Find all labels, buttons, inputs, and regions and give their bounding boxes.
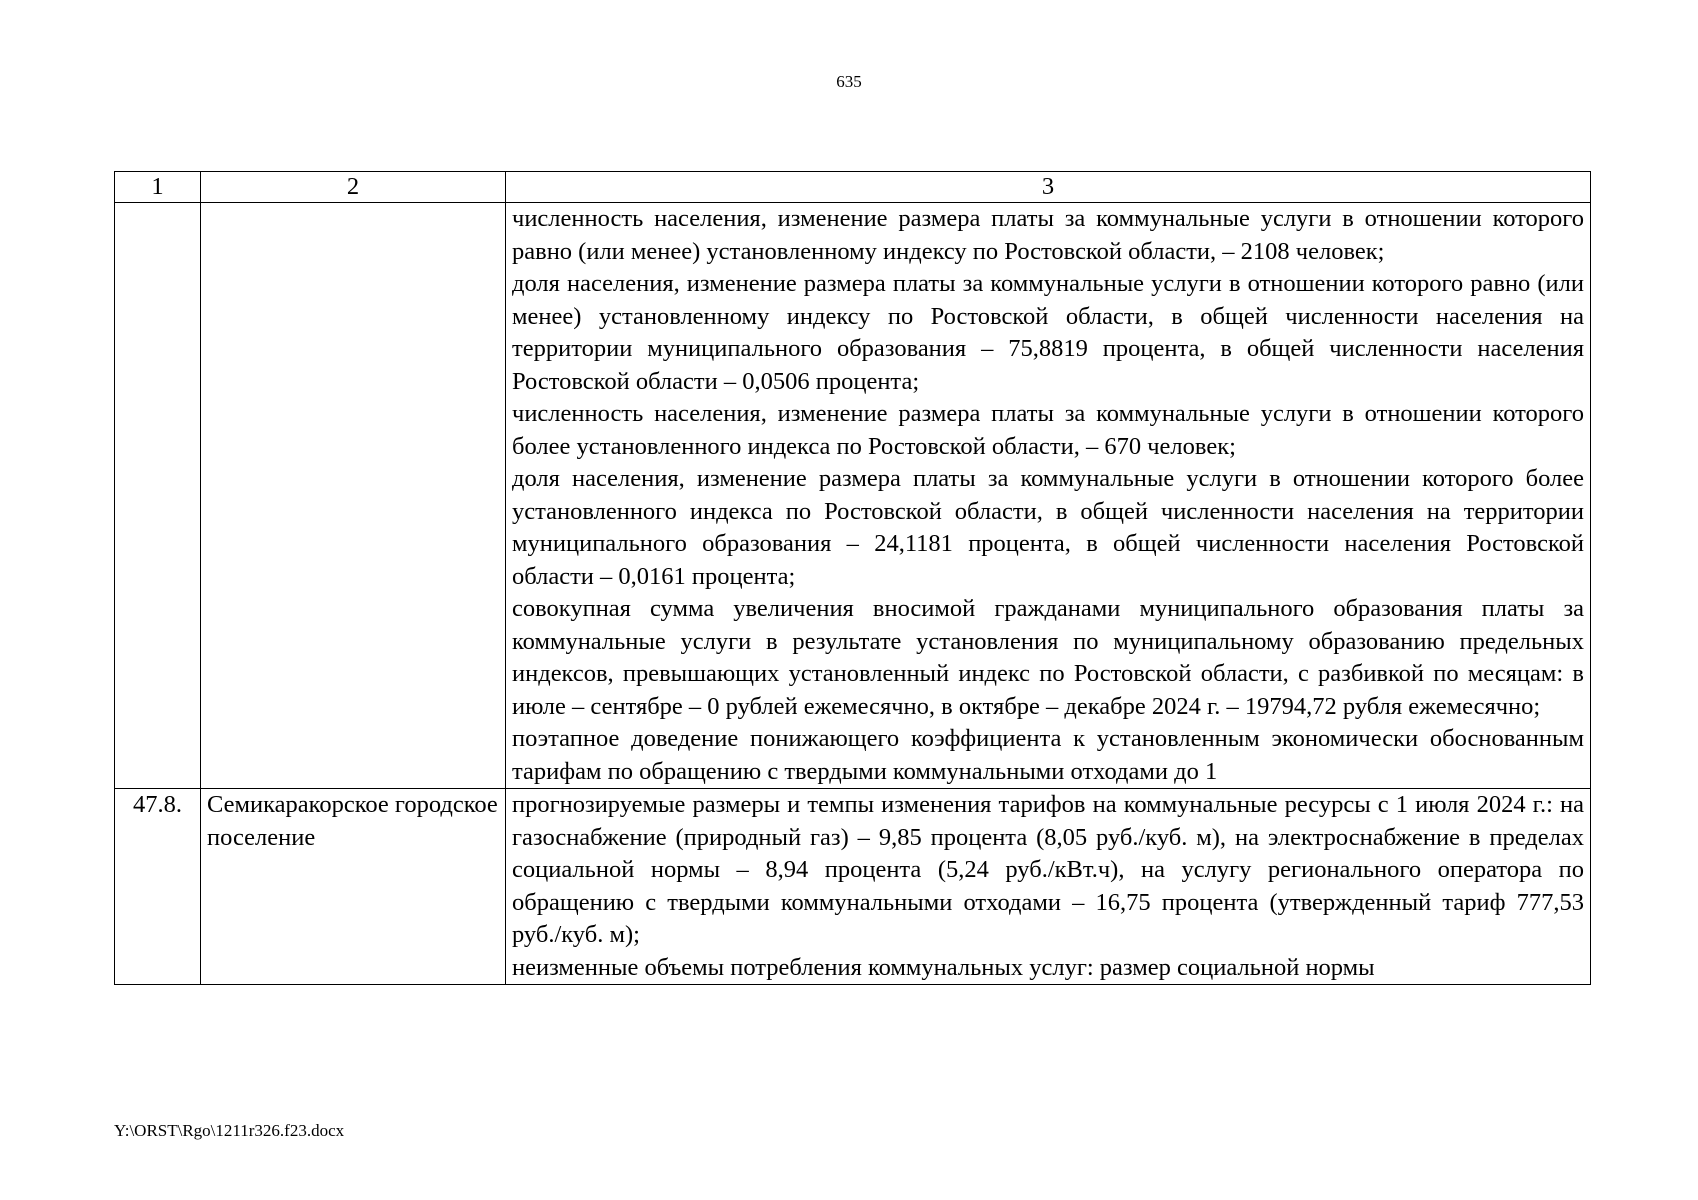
row-number-cell bbox=[115, 203, 201, 789]
table-header-row bbox=[115, 172, 1591, 203]
table-row bbox=[115, 203, 1591, 789]
column-header-2: 2 bbox=[201, 172, 506, 203]
description-cell bbox=[506, 203, 1591, 789]
description-paragraph: доля населения, изменение размера платы за коммунальные услуги в отношении которого более установленного индекса по Ростовской области, в общей численности населения на территории муниципального образования – 24,1181 процента, в общей численности населения Ростовской области – 0,0161 процента; bbox=[512, 465, 1584, 590]
page-number: 635 bbox=[836, 72, 862, 91]
description-paragraph: поэтапное доведение понижающего коэффициента к установленным экономически обоснованным тарифам по обращению с твердыми коммунальными отходами до 1 bbox=[512, 725, 1584, 785]
settlement-name-cell: Семикаракорское городское поселение bbox=[201, 789, 506, 985]
description-paragraph: совокупная сумма увеличения вносимой гражданами муниципального образования платы за коммунальные услуги в результате установления по муниципальному образованию предельных индексов, превышающих установленный индекс по Ростовской области, с разбивкой по месяцам: в июле – сентябре – 0 рублей ежемесячно, в октябре – декабре 2024 г. – 19794,72 рубля ежемесячно; bbox=[512, 595, 1584, 720]
description-paragraph: доля населения, изменение размера платы за коммунальные услуги в отношении которого равно (или менее) установленному индексу по Ростовской области, в общей численности населения на территории муниципального образования – 75,8819 процента, в общей численности населения Ростовской области – 0,0506 процента; bbox=[512, 270, 1584, 395]
description-paragraph: неизменные объемы потребления коммунальных услуг: размер социальной нормы bbox=[512, 953, 1375, 981]
column-header-3: 3 bbox=[506, 172, 1591, 203]
table-row bbox=[115, 789, 1591, 985]
description-paragraph: численность населения, изменение размера платы за коммунальные услуги в отношении которого более установленного индекса по Ростовской области, – 670 человек; bbox=[512, 400, 1584, 460]
column-header-1: 1 bbox=[115, 172, 201, 203]
row-number-cell: 47.8. bbox=[115, 789, 201, 985]
description-paragraph: прогнозируемые размеры и темпы изменения тарифов на коммунальные ресурсы с 1 июля 2024 г.: на газоснабжение (природный газ) – 9,85 процента (8,05 руб./куб. м), на электроснабжение в пределах социальной нормы – 8,94 процента (5,24 руб./кВт.ч), на услугу регионального оператора по обращению с твердыми коммунальными отходами – 16,75 процента (утвержденный тариф 777,53 руб./куб. м); bbox=[512, 791, 1584, 948]
document-table bbox=[114, 171, 1591, 985]
settlement-name-cell bbox=[201, 203, 506, 789]
description-paragraph: численность населения, изменение размера платы за коммунальные услуги в отношении которого равно (или менее) установленному индексу по Ростовской области, – 2108 человек; bbox=[512, 205, 1584, 265]
description-cell bbox=[506, 789, 1591, 985]
footer-file-path: Y:\ORST\Rgo\1211r326.f23.docx bbox=[114, 1121, 345, 1140]
